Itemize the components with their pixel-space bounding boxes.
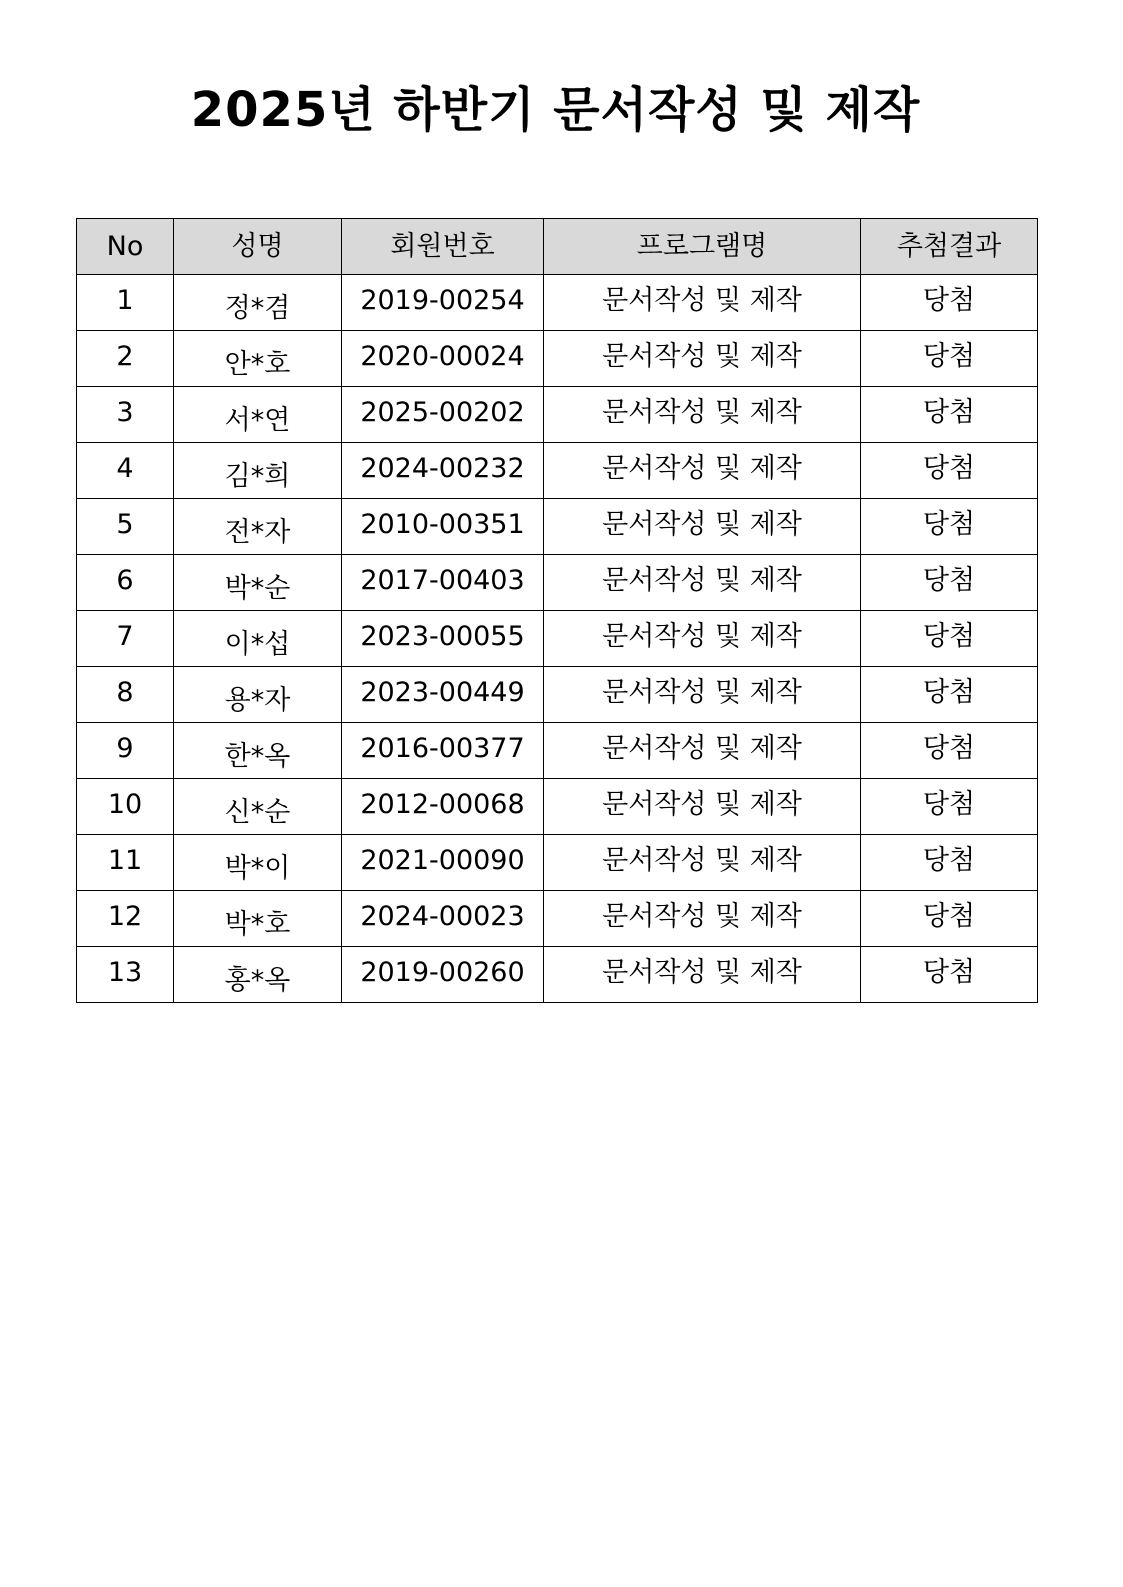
cell-no [77, 611, 174, 667]
cell-member-id [342, 331, 544, 387]
cell-name [174, 387, 342, 443]
cell-member-id [342, 723, 544, 779]
cell-name [174, 891, 342, 947]
cell-result-text: 당첨 [922, 341, 976, 372]
cell-member-id-text: 2016-00377 [360, 733, 525, 764]
cell-name [174, 499, 342, 555]
cell-no-text: 11 [107, 845, 143, 876]
table-row [77, 443, 1038, 499]
cell-program-text: 문서작성 및 제작 [602, 621, 802, 652]
cell-program [544, 667, 861, 723]
cell-no [77, 275, 174, 331]
cell-name [174, 611, 342, 667]
cell-program [544, 499, 861, 555]
cell-no [77, 499, 174, 555]
cell-result-text: 당첨 [922, 901, 976, 932]
cell-no [77, 555, 174, 611]
cell-no [77, 779, 174, 835]
cell-result [861, 947, 1038, 1003]
cell-result [861, 275, 1038, 331]
cell-no [77, 331, 174, 387]
table-row [77, 555, 1038, 611]
cell-no [77, 443, 174, 499]
cell-result-text: 당첨 [922, 397, 976, 428]
cell-no [77, 667, 174, 723]
cell-name-text: 박*이 [224, 853, 291, 884]
table-row [77, 611, 1038, 667]
lottery-result-table [76, 218, 1038, 1003]
cell-member-id [342, 779, 544, 835]
cell-result-text: 당첨 [922, 509, 976, 540]
cell-member-id-text: 2012-00068 [360, 789, 525, 820]
cell-program-text: 문서작성 및 제작 [602, 789, 802, 820]
cell-result-text: 당첨 [922, 285, 976, 316]
table-row [77, 835, 1038, 891]
cell-result-text: 당첨 [922, 677, 976, 708]
table-row [77, 387, 1038, 443]
cell-name-text: 이*섭 [224, 629, 291, 660]
cell-name-text: 김*희 [224, 461, 291, 492]
cell-program-text: 문서작성 및 제작 [602, 733, 802, 764]
cell-result [861, 611, 1038, 667]
cell-member-id [342, 387, 544, 443]
cell-member-id [342, 499, 544, 555]
cell-no [77, 387, 174, 443]
table-row [77, 891, 1038, 947]
cell-name-text: 박*순 [224, 573, 291, 604]
table-row [77, 275, 1038, 331]
cell-result-text: 당첨 [922, 733, 976, 764]
cell-no-text: 8 [116, 677, 134, 708]
cell-name-text: 서*연 [224, 405, 291, 436]
cell-program [544, 555, 861, 611]
cell-no [77, 835, 174, 891]
cell-name [174, 555, 342, 611]
header-result: 추첨결과 [861, 219, 1038, 275]
cell-result [861, 891, 1038, 947]
cell-result [861, 835, 1038, 891]
cell-result [861, 387, 1038, 443]
cell-result-text: 당첨 [922, 453, 976, 484]
cell-program-text: 문서작성 및 제작 [602, 285, 802, 316]
cell-no-text: 10 [107, 789, 143, 820]
cell-result [861, 667, 1038, 723]
cell-name-text: 전*자 [224, 517, 291, 548]
cell-member-id-text: 2021-00090 [360, 845, 525, 876]
header-name: 성명 [174, 219, 342, 275]
cell-result [861, 723, 1038, 779]
cell-no-text: 3 [116, 397, 134, 428]
cell-program-text: 문서작성 및 제작 [602, 453, 802, 484]
cell-program [544, 723, 861, 779]
table-row [77, 331, 1038, 387]
cell-program-text: 문서작성 및 제작 [602, 957, 802, 988]
table-row [77, 667, 1038, 723]
cell-member-id [342, 275, 544, 331]
cell-result [861, 555, 1038, 611]
cell-name-text: 정*겸 [224, 293, 291, 324]
cell-member-id [342, 611, 544, 667]
cell-member-id [342, 555, 544, 611]
cell-program [544, 275, 861, 331]
cell-program [544, 947, 861, 1003]
cell-member-id-text: 2024-00023 [360, 901, 525, 932]
cell-member-id-text: 2024-00232 [360, 453, 525, 484]
cell-member-id-text: 2023-00449 [360, 677, 525, 708]
cell-program-text: 문서작성 및 제작 [602, 341, 802, 372]
cell-no-text: 9 [116, 733, 134, 764]
cell-member-id [342, 891, 544, 947]
header-member-id: 회원번호 [342, 219, 544, 275]
cell-name-text: 박*호 [224, 909, 291, 940]
cell-result [861, 779, 1038, 835]
cell-no-text: 12 [107, 901, 143, 932]
cell-program-text: 문서작성 및 제작 [602, 845, 802, 876]
cell-program [544, 779, 861, 835]
page-title: 2025년 하반기 문서작성 및 제작 [190, 82, 921, 138]
cell-name-text: 안*호 [224, 349, 291, 380]
header-program: 프로그램명 [544, 219, 861, 275]
cell-result [861, 443, 1038, 499]
cell-name-text: 신*순 [224, 797, 291, 828]
cell-name-text: 한*옥 [224, 741, 291, 772]
cell-result-text: 당첨 [922, 565, 976, 596]
cell-program-text: 문서작성 및 제작 [602, 565, 802, 596]
table-header-row [77, 219, 1038, 275]
cell-member-id-text: 2010-00351 [360, 509, 525, 540]
cell-name [174, 947, 342, 1003]
cell-result-text: 당첨 [922, 957, 976, 988]
cell-member-id [342, 835, 544, 891]
cell-program [544, 891, 861, 947]
cell-name [174, 779, 342, 835]
cell-name [174, 275, 342, 331]
cell-member-id-text: 2019-00254 [360, 285, 525, 316]
cell-no [77, 723, 174, 779]
cell-program [544, 835, 861, 891]
table-row [77, 723, 1038, 779]
cell-no-text: 5 [116, 509, 134, 540]
cell-member-id-text: 2020-00024 [360, 341, 525, 372]
table-row [77, 499, 1038, 555]
cell-name [174, 723, 342, 779]
cell-name [174, 667, 342, 723]
cell-name [174, 331, 342, 387]
cell-member-id-text: 2017-00403 [360, 565, 525, 596]
cell-program-text: 문서작성 및 제작 [602, 677, 802, 708]
cell-result-text: 당첨 [922, 845, 976, 876]
cell-member-id-text: 2019-00260 [360, 957, 525, 988]
cell-name-text: 용*자 [224, 685, 291, 716]
cell-program-text: 문서작성 및 제작 [602, 397, 802, 428]
header-no: No [77, 219, 174, 275]
table-body [77, 275, 1038, 1003]
cell-no [77, 891, 174, 947]
cell-member-id-text: 2025-00202 [360, 397, 525, 428]
cell-no-text: 6 [116, 565, 134, 596]
cell-program [544, 387, 861, 443]
cell-member-id [342, 667, 544, 723]
cell-program-text: 문서작성 및 제작 [602, 509, 802, 540]
cell-no-text: 2 [116, 341, 134, 372]
cell-name [174, 835, 342, 891]
cell-program-text: 문서작성 및 제작 [602, 901, 802, 932]
cell-program [544, 443, 861, 499]
cell-no-text: 7 [116, 621, 134, 652]
cell-program [544, 331, 861, 387]
cell-no-text: 1 [116, 285, 134, 316]
cell-no-text: 13 [107, 957, 143, 988]
cell-member-id-text: 2023-00055 [360, 621, 525, 652]
cell-no-text: 4 [116, 453, 134, 484]
table-row [77, 947, 1038, 1003]
cell-result [861, 331, 1038, 387]
cell-name [174, 443, 342, 499]
cell-result [861, 499, 1038, 555]
cell-program [544, 611, 861, 667]
cell-result-text: 당첨 [922, 621, 976, 652]
cell-member-id [342, 947, 544, 1003]
cell-no [77, 947, 174, 1003]
table-row [77, 779, 1038, 835]
cell-result-text: 당첨 [922, 789, 976, 820]
cell-member-id [342, 443, 544, 499]
cell-name-text: 홍*옥 [224, 965, 291, 996]
